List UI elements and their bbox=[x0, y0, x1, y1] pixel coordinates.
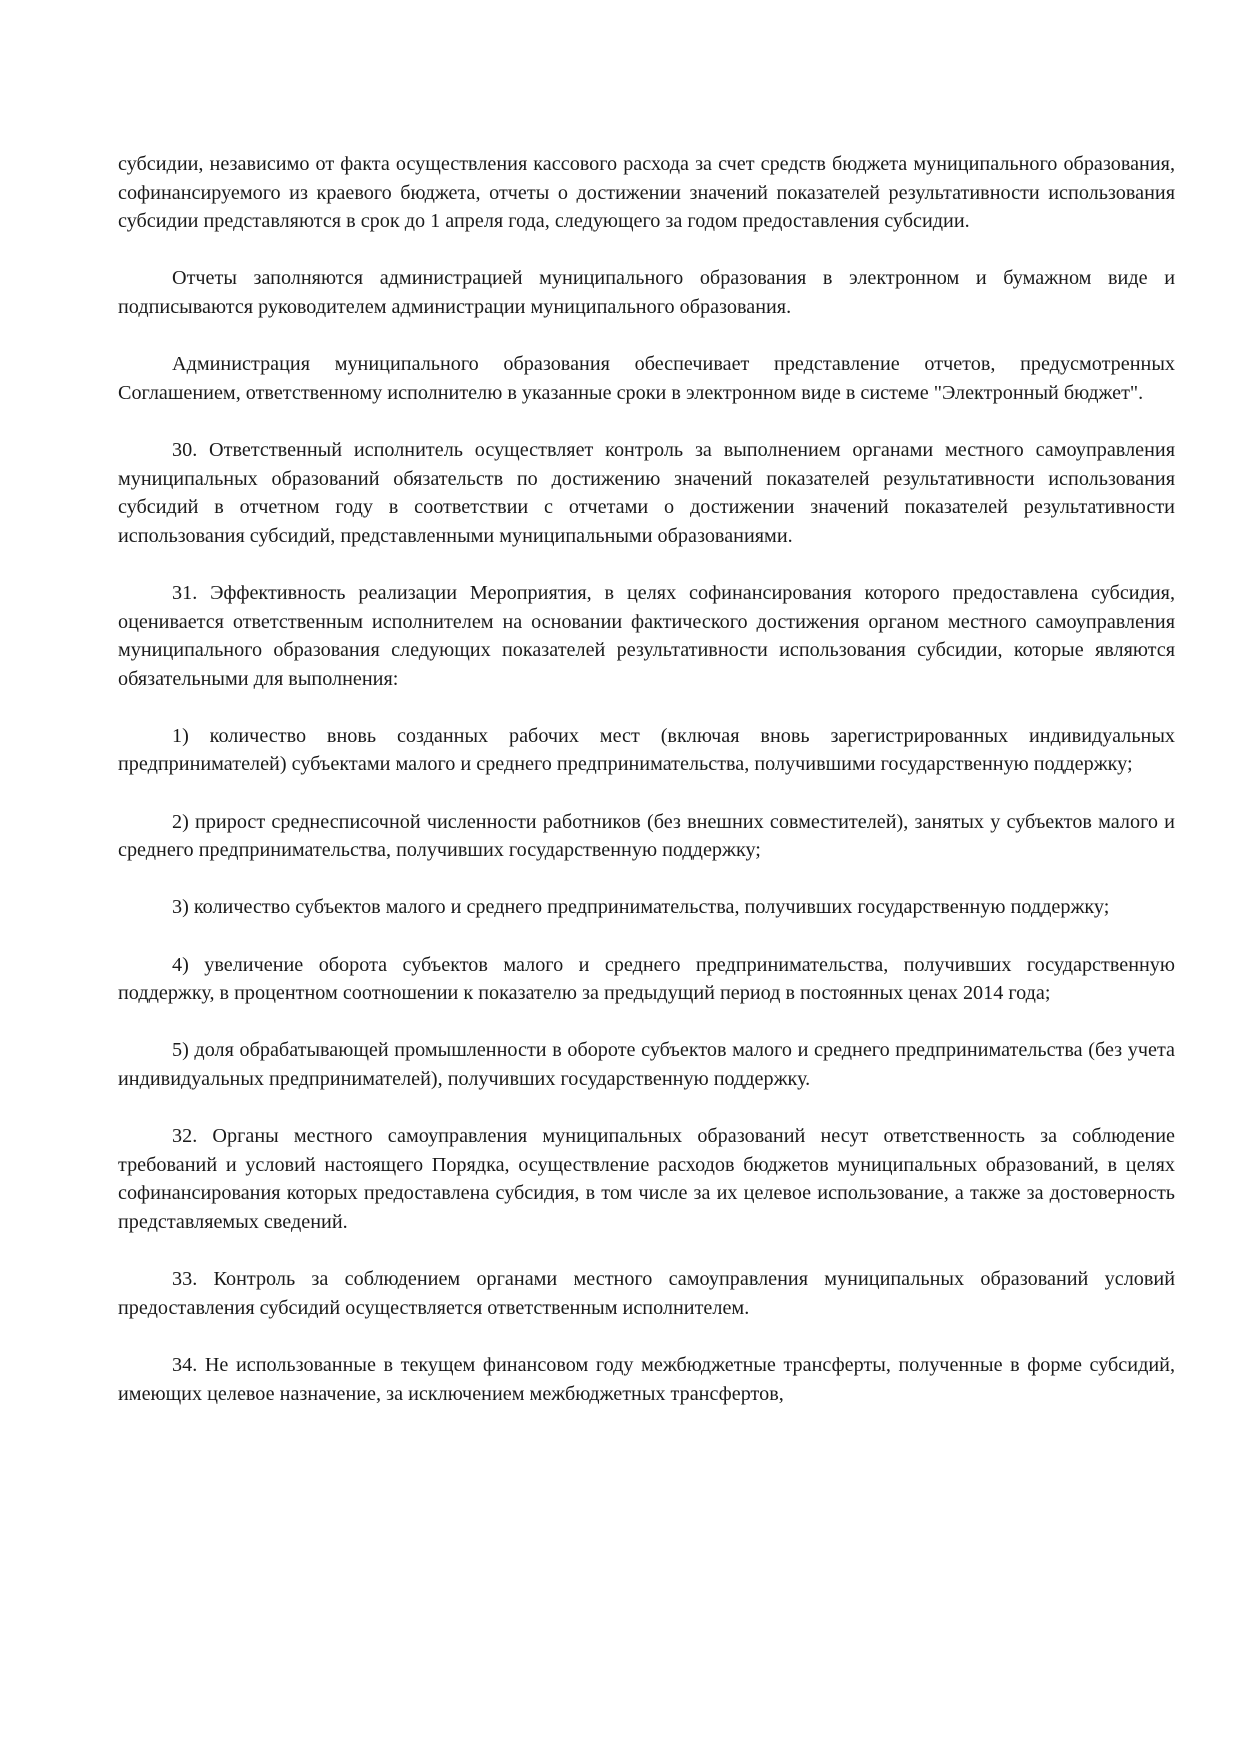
list-item-1: 1) количество вновь созданных рабочих мест (включая вновь зарегистрированных индивидуальных предпринимателей) субъектами малого и среднего предпринимательства, получившими государственную поддержку; bbox=[118, 724, 1175, 776]
list-item-5: 5) доля обрабатывающей промышленности в обороте субъектов малого и среднего предпринимательства (без учета индивидуальных предпринимателей), получивших государственную поддержку. bbox=[118, 1039, 1175, 1090]
paragraph-reports-filling: Отчеты заполняются администрацией муниципального образования в электронном и бумажном виде и подписываются руководителем администрации муниципального образования. bbox=[118, 267, 1175, 318]
paragraph-34: 34. Не использованные в текущем финансовом году межбюджетные трансферты, полученные в форме субсидий, имеющих целевое назначение, за исключением межбюджетных трансфертов, bbox=[118, 1353, 1175, 1405]
list-item-4: 4) увеличение оборота субъектов малого и среднего предпринимательства, получивших государственную поддержку, в процентном соотношении к показателю за предыдущий период в постоянных ценах 2014 года; bbox=[118, 953, 1175, 1005]
paragraph-administration-reports: Администрация муниципального образования обеспечивает представление отчетов, предусмотренных Соглашением, ответственному исполнителю в указанные сроки в электронном виде в системе "Электронный бюджет". bbox=[118, 353, 1175, 404]
paragraph-33: 33. Контроль за соблюдением органами местного самоуправления муниципальных образований условий предоставления субсидий осуществляется ответственным исполнителем. bbox=[118, 1268, 1175, 1319]
paragraph-32: 32. Органы местного самоуправления муниципальных образований несут ответственность за соблюдение требований и условий настоящего Порядка, осуществление расходов бюджетов муниципальных образований, в целях софинансирования которых предоставлена субсидия, в том числе за их целевое использование, а также за достоверность представляемых сведений. bbox=[118, 1125, 1175, 1233]
paragraph-31: 31. Эффективность реализации Мероприятия, в целях софинансирования которого предоставлена субсидия, оценивается ответственным исполнителем на основании фактического достижения органом местного самоуправления муниципального образования следующих показателей результативности использования субсидии, которые являются обязательными для выполнения: bbox=[118, 581, 1175, 690]
list-item-2: 2) прирост среднесписочной численности работников (без внешних совместителей), занятых у субъектов малого и среднего предпринимательства, получивших государственную поддержку; bbox=[118, 810, 1175, 862]
document-page bbox=[118, 150, 1175, 1408]
list-item-3: 3) количество субъектов малого и среднего предпринимательства, получивших государственную поддержку; bbox=[172, 896, 1110, 919]
paragraph-30: 30. Ответственный исполнитель осуществляет контроль за выполнением органами местного самоуправления муниципальных образований обязательств по достижению значений показателей результативности использования субсидий в отчетном году в соответствии с отчетами о достижении значений показателей результативности использования субсидий, представленными муниципальными образованиями. bbox=[118, 438, 1175, 547]
paragraph-continuation: субсидии, независимо от факта осуществления кассового расхода за счет средств бюджета муниципального образования, софинансируемого из краевого бюджета, отчеты о достижении значений показателей результативности использования субсидии представляются в срок до 1 апреля года, следующего за годом предоставления субсидии. bbox=[118, 153, 1175, 233]
